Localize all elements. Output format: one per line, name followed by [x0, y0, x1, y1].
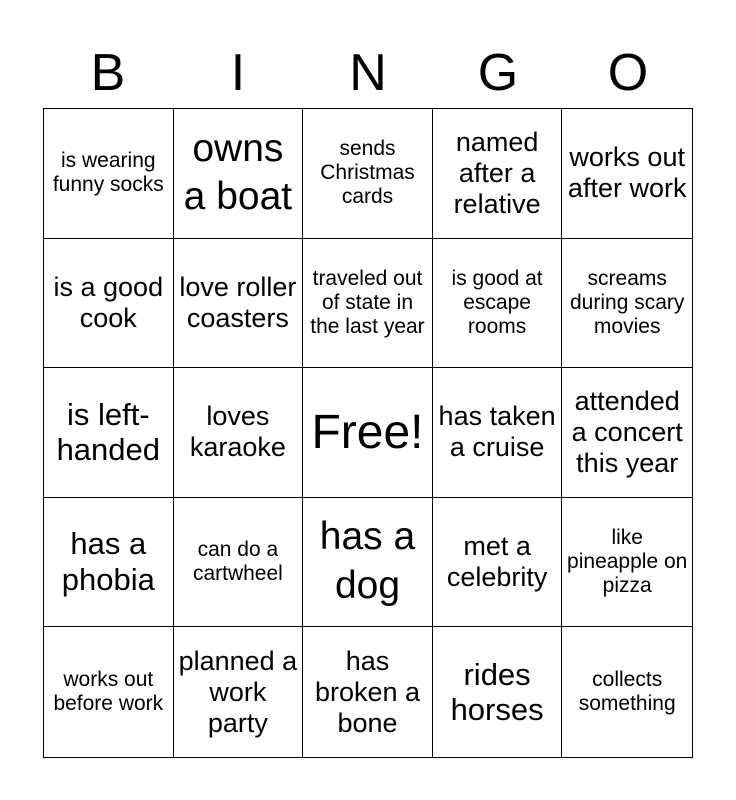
bingo-cell[interactable]: like pineapple on pizza	[562, 498, 692, 628]
header-letter-b: B	[90, 44, 126, 102]
bingo-cell[interactable]: named after a relative	[433, 109, 563, 239]
header-letter-n: N	[349, 44, 387, 102]
bingo-cell[interactable]: attended a concert this year	[562, 368, 692, 498]
bingo-cell[interactable]: is good at escape rooms	[433, 239, 563, 369]
bingo-cell[interactable]: has a dog	[303, 498, 433, 628]
bingo-board	[43, 108, 693, 758]
bingo-cell[interactable]: works out before work	[44, 627, 174, 757]
bingo-cell[interactable]: is a good cook	[44, 239, 174, 369]
bingo-cell[interactable]: rides horses	[433, 627, 563, 757]
bingo-cell[interactable]: has broken a bone	[303, 627, 433, 757]
bingo-cell[interactable]: planned a work party	[174, 627, 304, 757]
header-letter-o: O	[607, 44, 649, 102]
bingo-cell[interactable]: screams during scary movies	[562, 239, 692, 369]
bingo-cell[interactable]: can do a cartwheel	[174, 498, 304, 628]
bingo-cell[interactable]: sends Christmas cards	[303, 109, 433, 239]
bingo-cell[interactable]: collects something	[578, 668, 676, 716]
bingo-cell[interactable]: met a celebrity	[433, 498, 563, 628]
bingo-cell[interactable]: has a phobia	[44, 498, 174, 628]
bingo-cell[interactable]: has taken a cruise	[433, 368, 563, 498]
bingo-cell[interactable]: love roller coasters	[174, 239, 304, 369]
bingo-cell[interactable]: loves karaoke	[174, 368, 304, 498]
bingo-cell[interactable]: traveled out of state in the last year	[303, 239, 433, 369]
bingo-cell[interactable]: works out after work	[562, 109, 692, 239]
free-space-cell[interactable]: Free!	[303, 368, 433, 498]
bingo-cell[interactable]: owns a boat	[174, 109, 304, 239]
bingo-cell[interactable]: is wearing funny socks	[44, 109, 174, 239]
header-letter-g: G	[477, 44, 519, 102]
bingo-cell[interactable]: is left-handed	[44, 368, 174, 498]
header-letter-i: I	[230, 44, 246, 102]
bingo-header	[43, 42, 693, 104]
